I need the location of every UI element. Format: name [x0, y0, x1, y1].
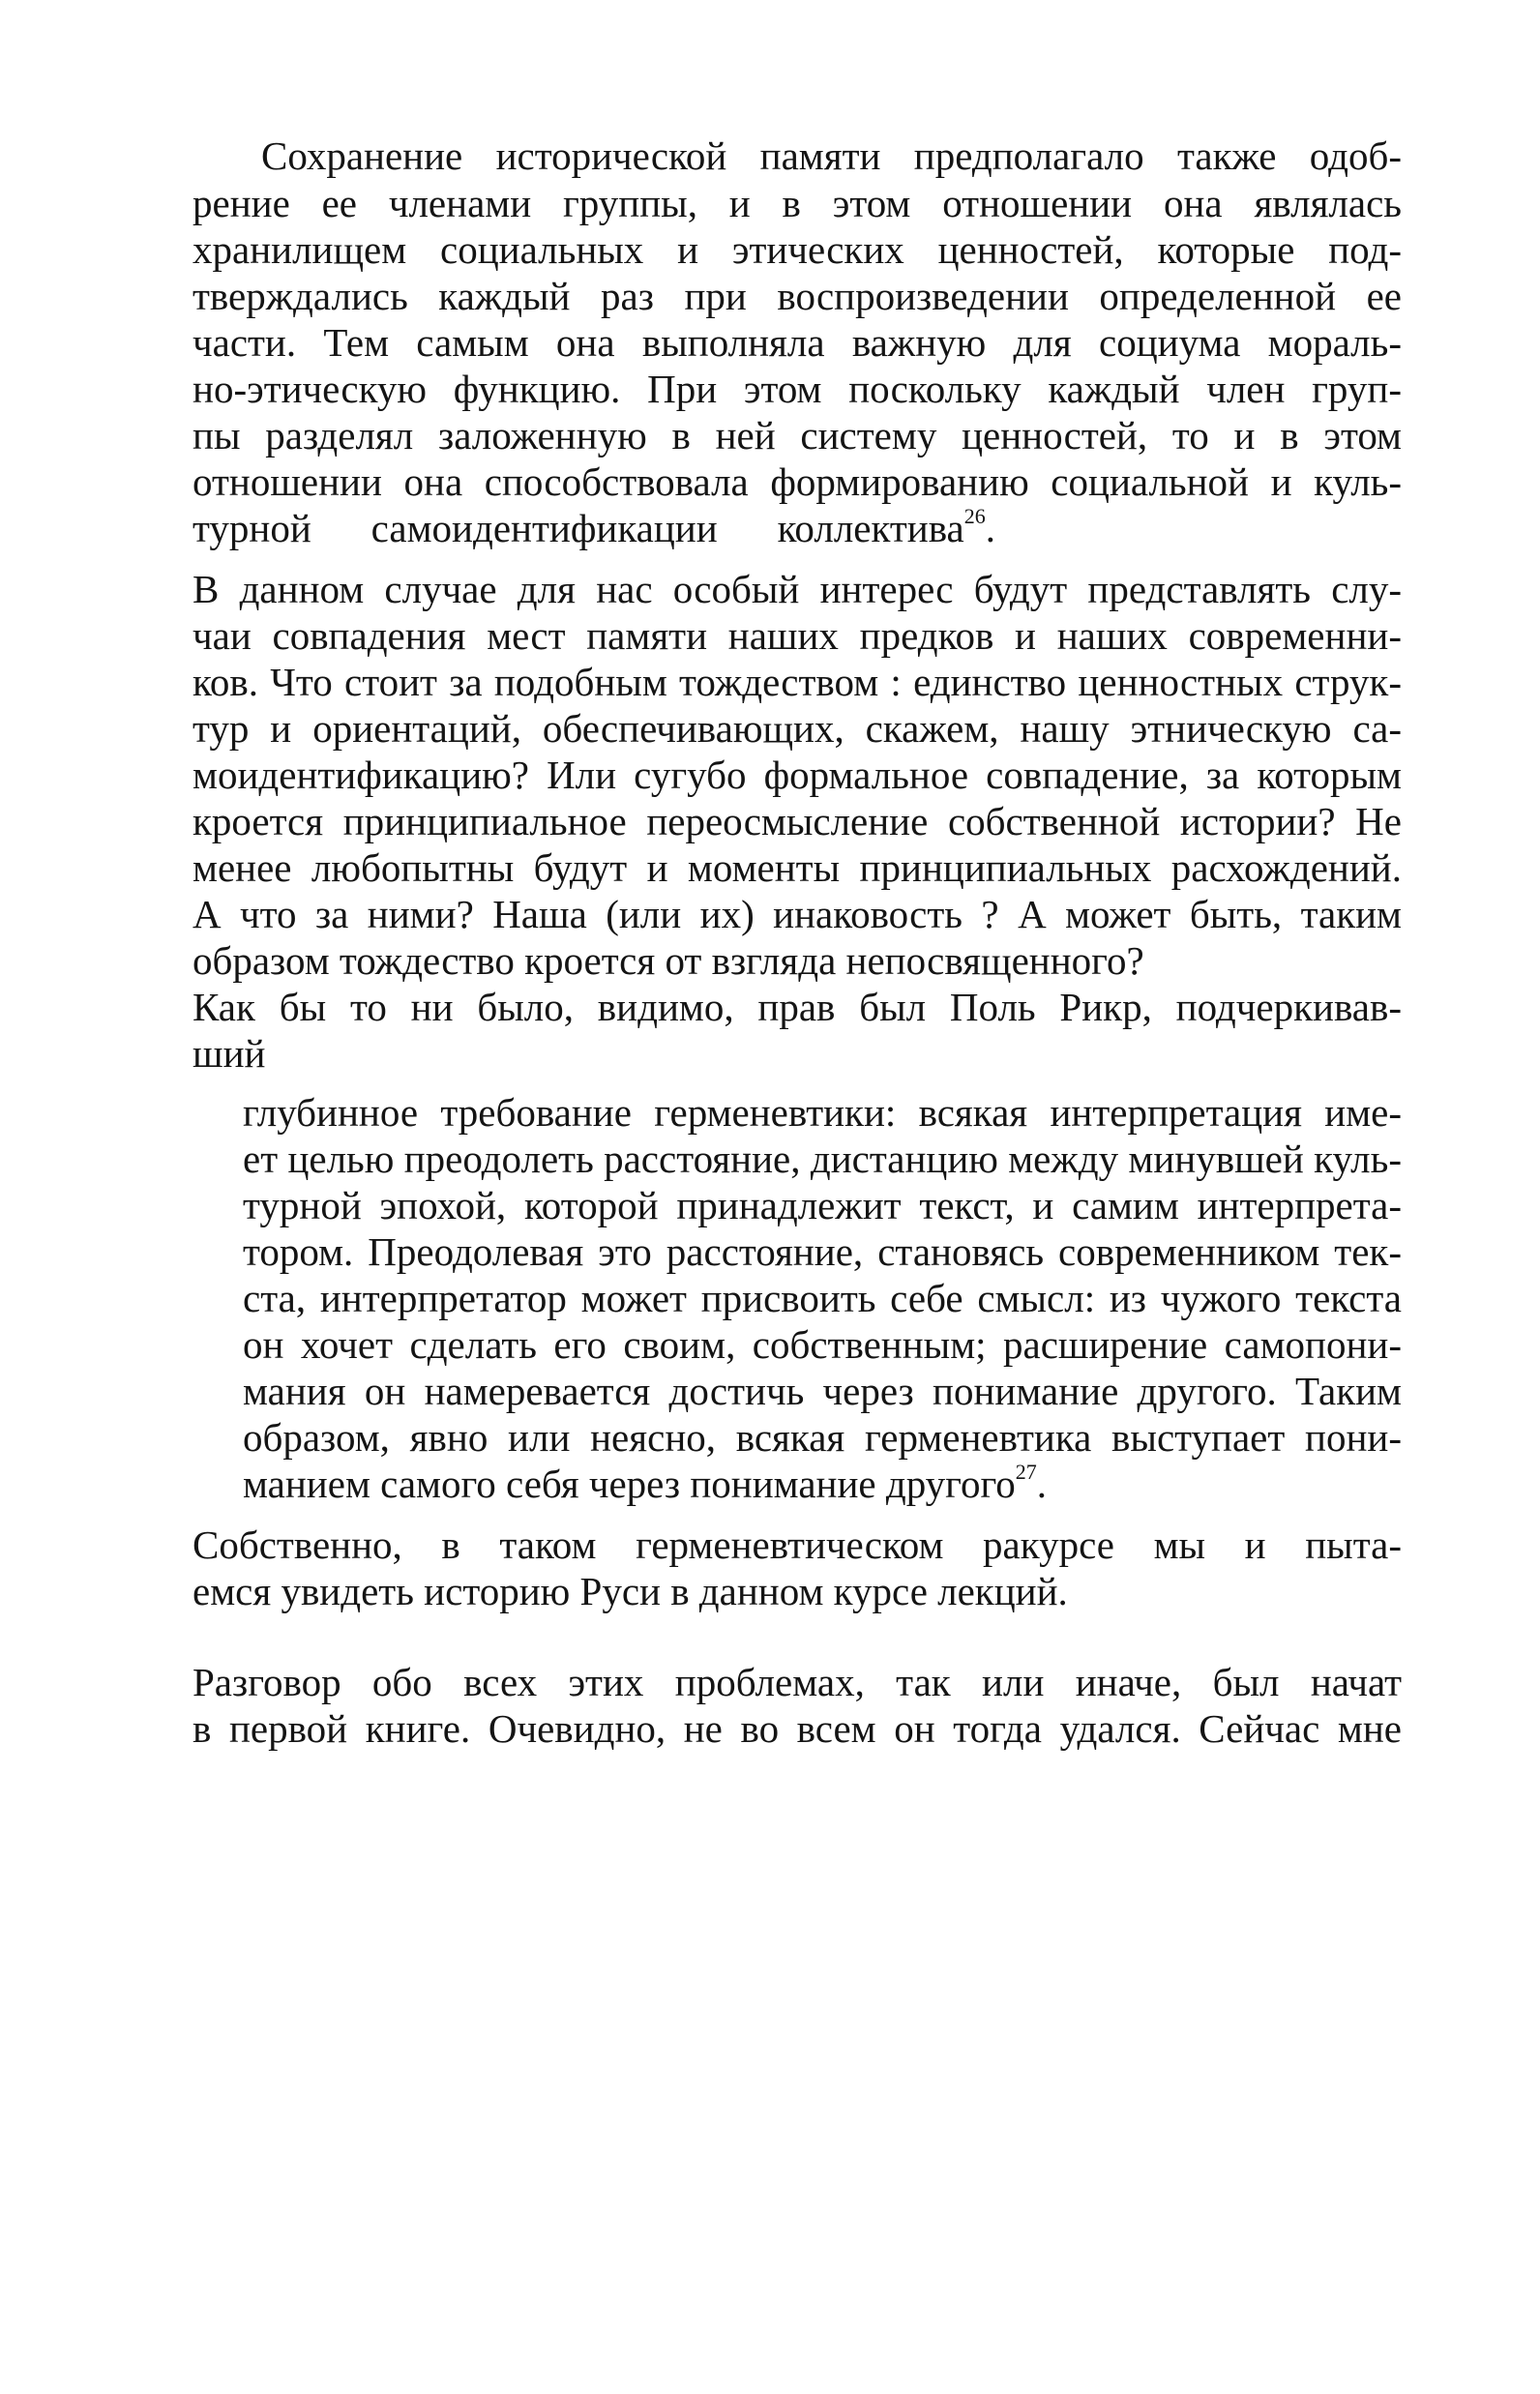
punctuation: . — [1036, 1462, 1048, 1506]
text-line: турной эпохой, которой принадлежит текст, и самим интерпрета- — [243, 1183, 1402, 1227]
text-line: образом, явно или неясно, всякая герменевтика выступает пони- — [243, 1415, 1402, 1460]
text-line — [243, 1460, 1048, 1506]
text-line: тур и ориентаций, обеспечивающих, скажем, нашу этническую са- — [192, 706, 1402, 751]
text-line: глубинное требование герменевтики: всякая интерпретация име- — [243, 1090, 1402, 1135]
text-line — [192, 504, 995, 550]
text-line: в первой книге. Очевидно, не во всем он тогда удался. Сейчас мне — [192, 1706, 1402, 1751]
footnote-marker: 26 — [963, 504, 986, 529]
punctuation: . — [985, 506, 995, 550]
text-line: он хочет сделать его своим, собственным; расширение самопони- — [243, 1322, 1402, 1367]
text-line: ет целью преодолеть расстояние, дистанцию между минувшей куль- — [243, 1137, 1402, 1181]
text-line: В данном случае для нас особый интерес будут представлять слу- — [192, 567, 1402, 611]
text-line: А что за ними? Наша (или их) инаковость ? А может быть, таким — [192, 892, 1402, 936]
text-line: ший — [192, 1031, 266, 1076]
text-line-content: манием самого себя через понимание другого — [243, 1462, 1016, 1506]
text-line: Разговор обо всех этих проблемах, так или иначе, был начат — [192, 1660, 1402, 1704]
text-line: ков. Что стоит за подобным тождеством : единство ценностных струк- — [192, 660, 1402, 704]
footnote-marker: 27 — [1015, 1460, 1037, 1485]
text-line: хранилищем социальных и этических ценностей, которые под- — [192, 227, 1402, 272]
text-line: образом тождество кроется от взгляда непосвященного? — [192, 938, 1144, 983]
text-line: ста, интерпретатор может присвоить себе смысл: из чужого текста — [243, 1276, 1402, 1320]
text-line: емся увидеть историю Руси в данном курсе лекций. — [192, 1569, 1068, 1613]
text-line: но-этическую функцию. При этом поскольку каждый член груп- — [192, 367, 1402, 411]
text-line: кроется принципиальное переосмысление собственной истории? Не — [192, 799, 1402, 843]
text-line: Как бы то ни было, видимо, прав был Поль Рикр, подчеркивав- — [192, 985, 1402, 1029]
text-line: части. Тем самым она выполняла важную для социума мораль- — [192, 320, 1402, 365]
text-line: моидентификацию? Или сугубо формальное совпадение, за которым — [192, 753, 1402, 797]
text-line: мания он намеревается достичь через понимание другого. Таким — [243, 1369, 1402, 1413]
text-line: тором. Преодолевая это расстояние, становясь современником тек- — [243, 1229, 1402, 1274]
text-line: отношении она способствовала формированию социальной и куль- — [192, 459, 1402, 504]
text-line: тверждались каждый раз при воспроизведении определенной ее — [192, 274, 1402, 318]
text-line-content: турной самоидентификации коллектива — [192, 506, 964, 550]
text-line: пы разделял заложенную в ней систему ценностей, то и в этом — [192, 413, 1402, 458]
text-line: рение ее членами группы, и в этом отношении она являлась — [192, 181, 1402, 225]
text-line: Собственно, в таком герменевтическом ракурсе мы и пыта- — [192, 1522, 1402, 1567]
text-line: чаи совпадения мест памяти наших предков и наших современни- — [192, 613, 1402, 658]
text-line: Сохранение исторической памяти предполагало также одоб- — [261, 133, 1402, 178]
text-line: менее любопытны будут и моменты принципиальных расхождений. — [192, 845, 1402, 890]
